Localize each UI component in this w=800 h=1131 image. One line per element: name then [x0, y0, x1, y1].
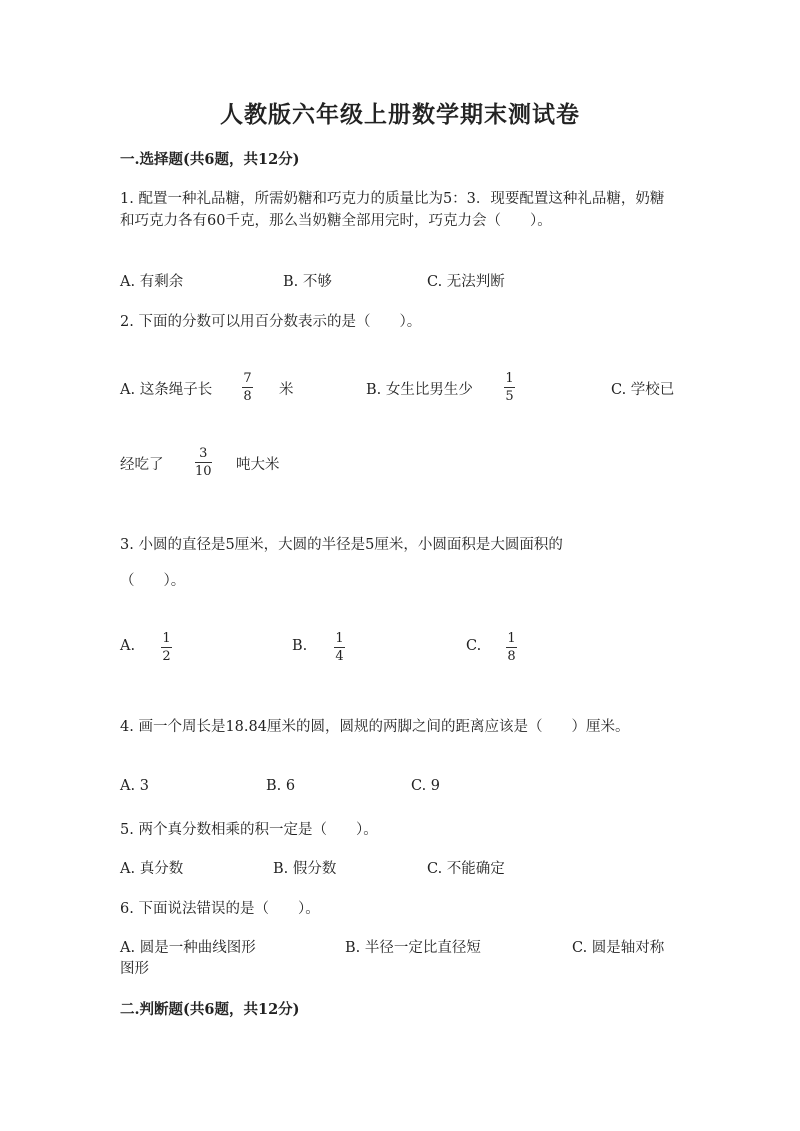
- fraction-denominator: 2: [162, 649, 171, 664]
- q2-option-b: B. 女生比男生少: [366, 382, 473, 398]
- q2-option-c-unit: 吨大米: [236, 457, 280, 473]
- q3-option-c: C.: [466, 638, 482, 654]
- q3-b-fraction: [334, 631, 345, 664]
- fraction-numerator: 7: [243, 371, 252, 386]
- question-2: 2. 下面的分数可以用百分数表示的是（ ）。: [120, 314, 422, 330]
- q2-option-a-unit: 米: [279, 382, 294, 398]
- q1-option-b: B. 不够: [283, 274, 332, 290]
- q2-option-c-continued: 经吃了: [120, 457, 164, 473]
- fraction-bar: [334, 647, 345, 648]
- q3-c-fraction: [506, 631, 517, 664]
- q2-b-fraction: [504, 371, 515, 404]
- fraction-denominator: 4: [335, 649, 344, 664]
- question-4: 4. 画一个周长是18.84厘米的圆，圆规的两脚之间的距离应该是（ ）厘米。: [120, 719, 630, 735]
- fraction-denominator: 10: [195, 464, 212, 479]
- q4-option-c: C. 9: [411, 778, 441, 794]
- fraction-numerator: 1: [507, 631, 516, 646]
- question-3-line-2: （ ）。: [120, 573, 186, 589]
- fraction-bar: [506, 647, 517, 648]
- q6-option-a: A. 圆是一种曲线图形: [120, 940, 256, 956]
- fraction-bar: [161, 647, 172, 648]
- q5-option-c: C. 不能确定: [427, 861, 505, 877]
- q3-option-b: B.: [292, 638, 308, 654]
- page-title: 人教版六年级上册数学期末测试卷: [220, 101, 580, 128]
- fraction-numerator: 1: [335, 631, 344, 646]
- question-1: 1. 配置一种礼品糖，所需奶糖和巧克力的质量比为5：3．现要配置这种礼品糖，奶糖和巧克力各有60千克，那么当奶糖全部用完时，巧克力会（ ）。: [120, 191, 665, 229]
- fraction-bar: [195, 462, 212, 463]
- section-heading-choice: 一.选择题(共6题，共12分): [120, 151, 300, 168]
- q2-option-a: A. 这条绳子长: [120, 382, 213, 398]
- q6-option-c-continued: 图形: [120, 961, 149, 977]
- fraction-denominator: 5: [505, 389, 514, 404]
- q1-option-a: A. 有剩余: [120, 274, 184, 290]
- fraction-numerator: 3: [199, 446, 208, 461]
- q2-option-c: C. 学校已: [611, 382, 675, 398]
- q4-option-b: B. 6: [266, 778, 296, 794]
- q6-option-b: B. 半径一定比直径短: [345, 940, 481, 956]
- fraction-numerator: 1: [505, 371, 514, 386]
- question-5: 5. 两个真分数相乘的积一定是（ ）。: [120, 822, 378, 838]
- section-heading-judgment: 二.判断题(共6题，共12分): [120, 1001, 300, 1018]
- q4-option-a: A. 3: [120, 778, 149, 794]
- q1-option-c: C. 无法判断: [427, 274, 505, 290]
- q5-option-b: B. 假分数: [273, 861, 337, 877]
- q2-c-fraction: [195, 446, 212, 479]
- fraction-bar: [242, 387, 253, 388]
- q2-a-fraction: [242, 371, 253, 404]
- q3-a-fraction: [161, 631, 172, 664]
- fraction-denominator: 8: [243, 389, 252, 404]
- q5-option-a: A. 真分数: [120, 861, 184, 877]
- question-6: 6. 下面说法错误的是（ ）。: [120, 901, 320, 917]
- fraction-bar: [504, 387, 515, 388]
- q3-option-a: A.: [120, 638, 136, 654]
- q6-option-c: C. 圆是轴对称: [572, 940, 665, 956]
- fraction-denominator: 8: [507, 649, 516, 664]
- fraction-numerator: 1: [162, 631, 171, 646]
- question-3-line-1: 3. 小圆的直径是5厘米，大圆的半径是5厘米，小圆面积是大圆面积的: [120, 537, 563, 553]
